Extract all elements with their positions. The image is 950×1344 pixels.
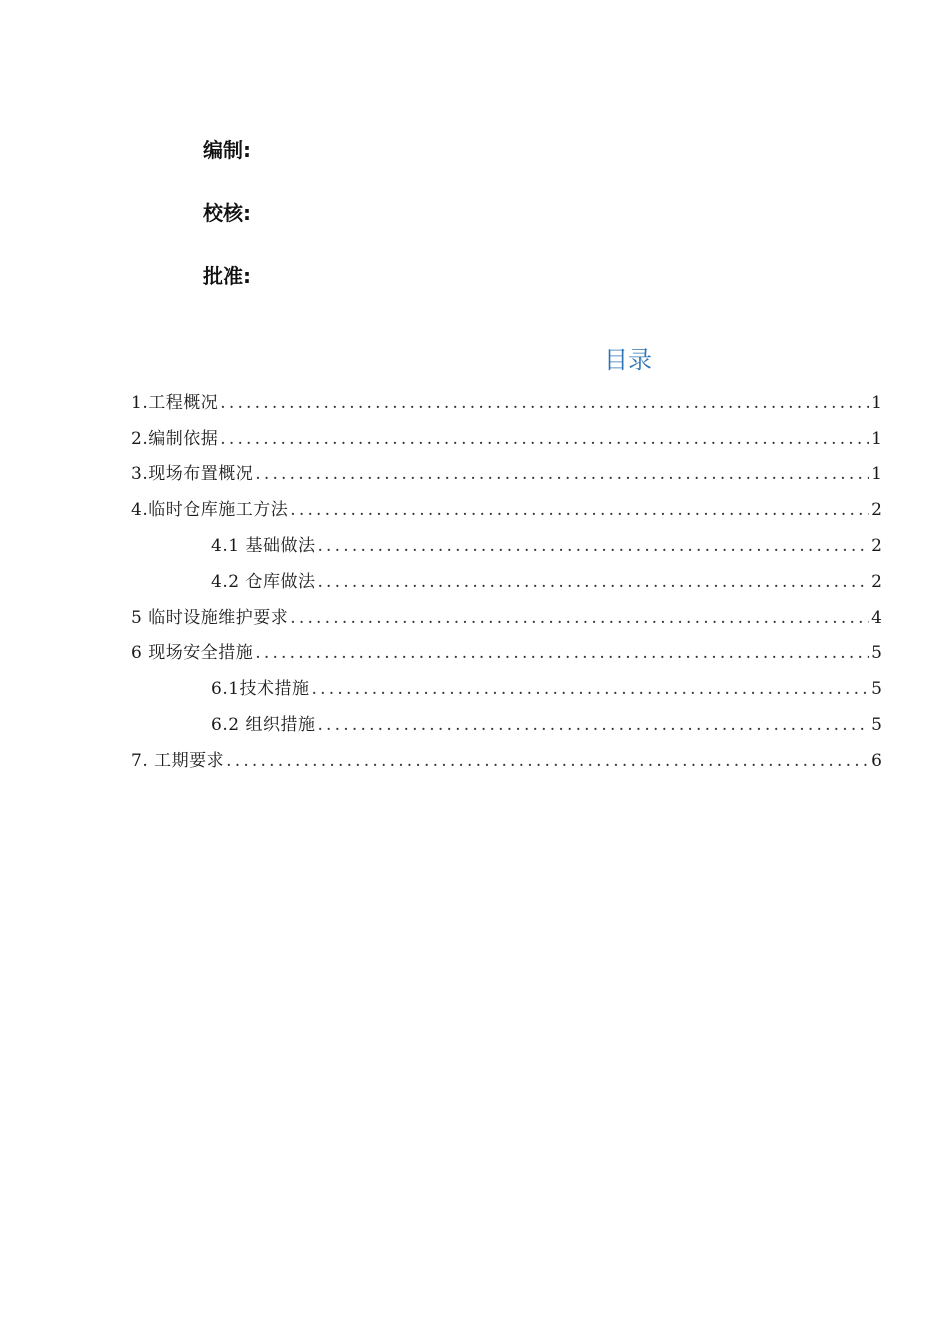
toc-leader-dots <box>255 463 869 485</box>
toc-leader-dots <box>312 678 870 700</box>
table-of-contents <box>131 385 882 779</box>
toc-entry-text: 4.1 基础做法 <box>211 536 316 557</box>
toc-entry-page: 2 <box>871 571 882 592</box>
toc-entry-page: 2 <box>871 536 882 557</box>
toc-entry-text: 6.1技术措施 <box>211 679 310 700</box>
toc-entry-text: 7. 工期要求 <box>131 750 225 771</box>
toc-entry[interactable] <box>131 457 882 493</box>
toc-leader-dots <box>226 750 869 772</box>
toc-entry[interactable] <box>131 492 882 528</box>
approved-by-label: 批准: <box>203 264 251 288</box>
toc-entry-page: 1 <box>871 464 882 485</box>
toc-entry-page: 1 <box>871 392 882 413</box>
toc-entry-page: 2 <box>871 500 882 521</box>
toc-entry-page: 4 <box>871 607 882 628</box>
toc-entry-page: 5 <box>871 643 882 664</box>
toc-leader-dots <box>317 714 869 736</box>
toc-subentry[interactable] <box>131 707 882 743</box>
toc-subentry[interactable] <box>131 564 882 600</box>
toc-leader-dots <box>317 535 869 557</box>
toc-entry-page: 6 <box>871 750 882 771</box>
toc-entry[interactable] <box>131 743 882 779</box>
toc-leader-dots <box>255 642 869 664</box>
toc-entry[interactable] <box>131 600 882 636</box>
toc-leader-dots <box>317 571 869 593</box>
toc-entry-page: 5 <box>871 715 882 736</box>
toc-subentry[interactable] <box>131 671 882 707</box>
toc-entry-text: 1.工程概况 <box>131 392 219 413</box>
toc-title: 目录 <box>604 346 652 374</box>
toc-entry-text: 6 现场安全措施 <box>131 643 254 664</box>
toc-entry-page: 1 <box>871 428 882 449</box>
toc-entry-text: 2.编制依据 <box>131 428 219 449</box>
toc-entry-text: 4.临时仓库施工方法 <box>131 500 289 521</box>
toc-entry-text: 6.2 组织措施 <box>211 715 316 736</box>
checked-by-label: 校核: <box>203 201 251 225</box>
toc-entry-text: 5 临时设施维护要求 <box>131 607 289 628</box>
toc-leader-dots <box>220 428 869 450</box>
toc-entry[interactable] <box>131 385 882 421</box>
toc-subentry[interactable] <box>131 528 882 564</box>
toc-entry[interactable] <box>131 421 882 457</box>
toc-leader-dots <box>220 392 869 414</box>
toc-entry-text: 4.2 仓库做法 <box>211 571 316 592</box>
toc-leader-dots <box>290 607 869 629</box>
toc-entry-text: 3.现场布置概况 <box>131 464 254 485</box>
compiled-by-label: 编制: <box>203 138 251 162</box>
toc-leader-dots <box>290 499 869 521</box>
toc-entry[interactable] <box>131 636 882 672</box>
toc-entry-page: 5 <box>871 679 882 700</box>
